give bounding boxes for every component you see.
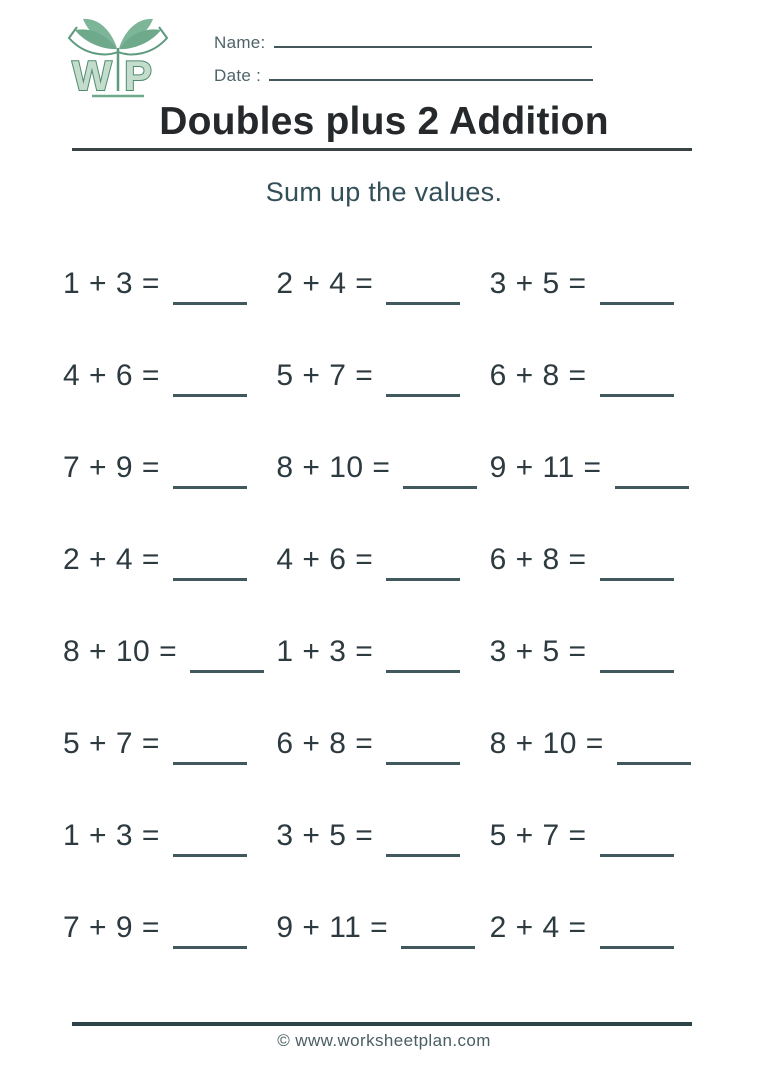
problem-expression: 9 + 11 = xyxy=(276,911,389,944)
answer-blank[interactable] xyxy=(600,946,674,949)
name-label: Name: xyxy=(214,33,266,52)
answer-blank[interactable] xyxy=(173,854,247,857)
date-input-line[interactable] xyxy=(269,63,593,81)
problem-expression: 3 + 5 = xyxy=(276,819,374,852)
problem-expression: 2 + 4 = xyxy=(63,543,160,576)
instructions: Sum up the values. xyxy=(265,177,503,207)
problem xyxy=(63,819,276,853)
answer-blank[interactable] xyxy=(617,762,691,765)
problem-expression: 6 + 8 = xyxy=(489,543,587,576)
answer-blank[interactable] xyxy=(386,670,460,673)
problem xyxy=(276,359,489,393)
footer-copyright: © www.worksheetplan.com xyxy=(277,1031,491,1050)
problem-expression: 5 + 7 = xyxy=(489,819,587,852)
problem-expression: 7 + 9 = xyxy=(63,451,160,484)
answer-blank[interactable] xyxy=(600,302,674,305)
problem-expression: 8 + 10 = xyxy=(276,451,391,484)
problem xyxy=(276,819,489,853)
problem-expression: 4 + 6 = xyxy=(276,543,374,576)
answer-blank[interactable] xyxy=(386,302,460,305)
problem-expression: 6 + 8 = xyxy=(489,359,587,392)
title-divider xyxy=(72,148,692,151)
name-input-line[interactable] xyxy=(274,30,592,48)
problem-expression: 2 + 4 = xyxy=(489,911,587,944)
problem xyxy=(490,543,703,577)
problem-expression: 5 + 7 = xyxy=(276,359,374,392)
problem xyxy=(490,267,703,301)
problems-grid xyxy=(63,238,703,974)
problem xyxy=(63,451,276,485)
problem-expression: 3 + 5 = xyxy=(489,267,587,300)
problem-expression: 9 + 11 = xyxy=(489,451,602,484)
problem-expression: 1 + 3 = xyxy=(276,635,374,668)
answer-blank[interactable] xyxy=(403,486,477,489)
problem xyxy=(490,911,703,945)
problem xyxy=(276,635,489,669)
problem xyxy=(490,359,703,393)
problems-row xyxy=(63,422,703,514)
problem-expression: 2 + 4 = xyxy=(276,267,374,300)
problems-row xyxy=(63,606,703,698)
problem xyxy=(276,267,489,301)
problem-expression: 7 + 9 = xyxy=(63,911,160,944)
problem xyxy=(63,267,276,301)
problem-expression: 8 + 10 = xyxy=(489,727,604,760)
problem-expression: 1 + 3 = xyxy=(63,819,160,852)
problems-row xyxy=(63,330,703,422)
problem xyxy=(490,727,703,761)
problem xyxy=(63,635,276,669)
open-book-icon xyxy=(64,14,172,102)
answer-blank[interactable] xyxy=(173,946,247,949)
answer-blank[interactable] xyxy=(401,946,475,949)
answer-blank[interactable] xyxy=(173,302,247,305)
answer-blank[interactable] xyxy=(386,762,460,765)
problems-row xyxy=(63,882,703,974)
problem xyxy=(63,911,276,945)
problem xyxy=(63,359,276,393)
problem-expression: 5 + 7 = xyxy=(63,727,160,760)
answer-blank[interactable] xyxy=(600,578,674,581)
student-info-fields xyxy=(214,30,598,96)
date-field-row xyxy=(214,63,598,96)
problem xyxy=(63,543,276,577)
answer-blank[interactable] xyxy=(386,854,460,857)
problems-row xyxy=(63,790,703,882)
answer-blank[interactable] xyxy=(600,670,674,673)
logo-letter-w: W xyxy=(72,52,112,99)
problems-row xyxy=(63,514,703,606)
answer-blank[interactable] xyxy=(173,486,247,489)
footer-divider xyxy=(72,1022,692,1026)
answer-blank[interactable] xyxy=(600,394,674,397)
problem xyxy=(276,727,489,761)
problem-expression: 6 + 8 = xyxy=(276,727,374,760)
answer-blank[interactable] xyxy=(190,670,264,673)
answer-blank[interactable] xyxy=(173,762,247,765)
answer-blank[interactable] xyxy=(615,486,689,489)
worksheetplan-logo xyxy=(64,14,172,102)
date-label: Date : xyxy=(214,66,262,85)
problem-expression: 1 + 3 = xyxy=(63,267,160,300)
logo-letter-p: P xyxy=(123,52,153,99)
answer-blank[interactable] xyxy=(173,394,247,397)
problem xyxy=(490,635,703,669)
problems-row xyxy=(63,238,703,330)
problem xyxy=(490,451,703,485)
answer-blank[interactable] xyxy=(600,854,674,857)
problems-row xyxy=(63,698,703,790)
problem-expression: 4 + 6 = xyxy=(63,359,160,392)
problem xyxy=(276,543,489,577)
answer-blank[interactable] xyxy=(173,578,247,581)
problem xyxy=(63,727,276,761)
problem xyxy=(490,819,703,853)
page-title: Doubles plus 2 Addition xyxy=(159,100,609,143)
problem xyxy=(276,911,489,945)
problem-expression: 3 + 5 = xyxy=(489,635,587,668)
problem-expression: 8 + 10 = xyxy=(63,635,178,668)
name-field-row xyxy=(214,30,598,63)
answer-blank[interactable] xyxy=(386,394,460,397)
problem xyxy=(276,451,489,485)
answer-blank[interactable] xyxy=(386,578,460,581)
